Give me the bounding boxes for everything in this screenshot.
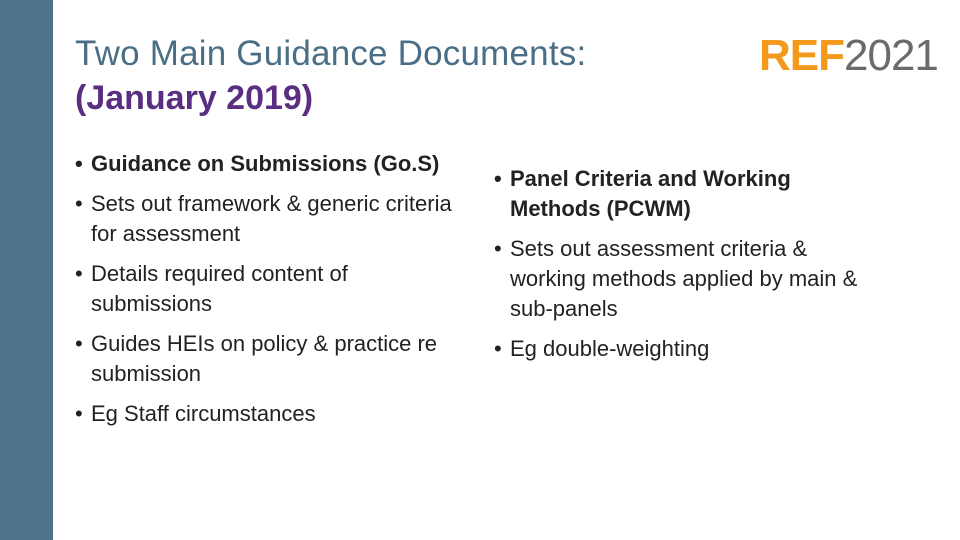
bullet-required-content: • Details required content of submissions <box>75 259 470 319</box>
slide-subtitle: (January 2019) <box>75 79 314 117</box>
bullet-framework: • Sets out framework & generic criteria for assessment <box>75 189 470 249</box>
bullet-gos-heading: • Guidance on Submissions (Go.S) <box>75 149 470 179</box>
left-column <box>75 149 470 439</box>
ref-2021-logo <box>759 30 938 82</box>
bullet-double-weighting: • Eg double-weighting <box>494 334 874 364</box>
left-bullet-list <box>75 149 470 429</box>
right-column <box>494 164 874 374</box>
side-accent-bar <box>0 0 53 540</box>
slide-title: Two Main Guidance Documents: <box>75 34 587 73</box>
logo-brand-text: REF <box>759 31 844 80</box>
bullet-staff-circumstances: • Eg Staff circumstances <box>75 399 470 429</box>
logo-year-text: 2021 <box>844 31 938 80</box>
bullet-assessment-criteria: • Sets out assessment criteria & working methods applied by main & sub-panels <box>494 234 874 324</box>
bullet-policy-practice: • Guides HEIs on policy & practice re submission <box>75 329 470 389</box>
right-bullet-list <box>494 164 874 364</box>
bullet-pcwm-heading: • Panel Criteria and Working Methods (PCWM) <box>494 164 874 224</box>
